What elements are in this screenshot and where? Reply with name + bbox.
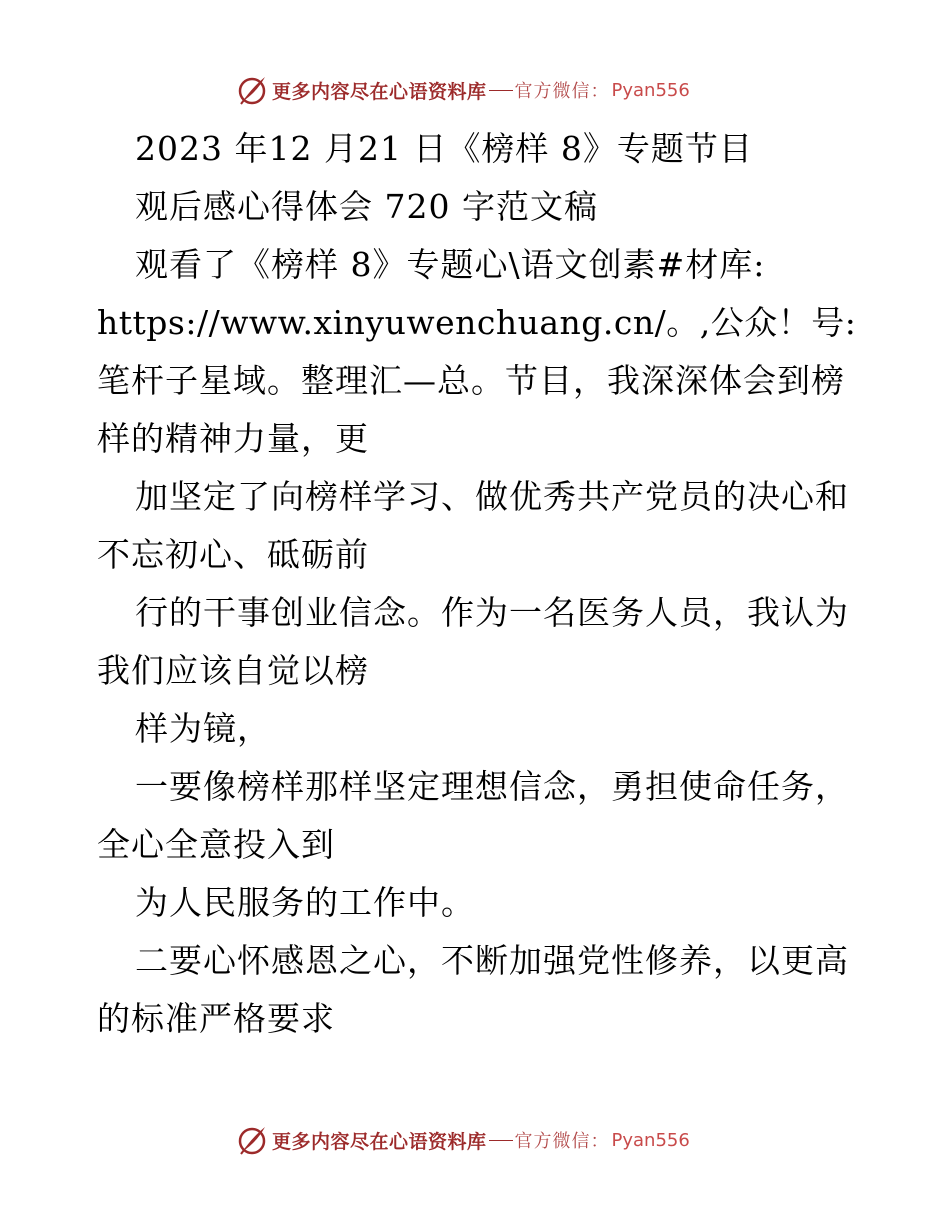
header-banner	[236, 73, 690, 107]
banner-official-label: 官方微信：	[514, 81, 610, 102]
document-line: 加坚定了向榜样学习、做优秀共产党员的决心和	[135, 477, 849, 516]
document-line: 2023 年12 月21 日《榜样 8》专题节目	[135, 129, 753, 168]
document-line: 观看了《榜样 8》专题心\语文创素#材库:	[135, 245, 766, 284]
banner-dash	[489, 1140, 513, 1141]
document-line: 行的干事创业信念。作为一名医务人员，我认为	[135, 593, 849, 632]
document-line: https://www.xinyuwenchuang.cn/。,公众！号:	[97, 303, 857, 342]
banner-text: 更多内容尽在心语资料库	[272, 1130, 487, 1153]
document-line: 笔杆子星域。整理汇—总。节目，我深深体会到榜	[97, 361, 845, 400]
quill-pen-logo-icon	[236, 74, 268, 106]
banner-official-label: 官方微信：	[514, 1131, 610, 1152]
banner-dash	[489, 90, 513, 91]
document-line: 二要心怀感恩之心，不断加强党性修养，以更高	[135, 941, 849, 980]
quill-pen-logo-icon	[236, 1124, 268, 1156]
document-line: 观后感心得体会 720 字范文稿	[135, 187, 598, 226]
banner-wechat-id: Pyan556	[611, 1129, 690, 1151]
document-line: 我们应该自觉以榜	[97, 651, 369, 690]
document-line: 为人民服务的工作中。	[135, 883, 475, 922]
document-body	[97, 120, 857, 1048]
document-line: 的标准严格要求	[97, 999, 335, 1038]
document-line: 样为镜，	[135, 709, 271, 748]
document-line: 全心全意投入到	[97, 825, 335, 864]
footer-banner	[236, 1123, 690, 1157]
banner-wechat-id: Pyan556	[611, 79, 690, 101]
banner-text: 更多内容尽在心语资料库	[272, 80, 487, 103]
document-line: 样的精神力量，更	[97, 419, 369, 458]
document-line: 不忘初心、砥砺前	[97, 535, 369, 574]
document-line: 一要像榜样那样坚定理想信念，勇担使命任务，	[135, 767, 849, 806]
